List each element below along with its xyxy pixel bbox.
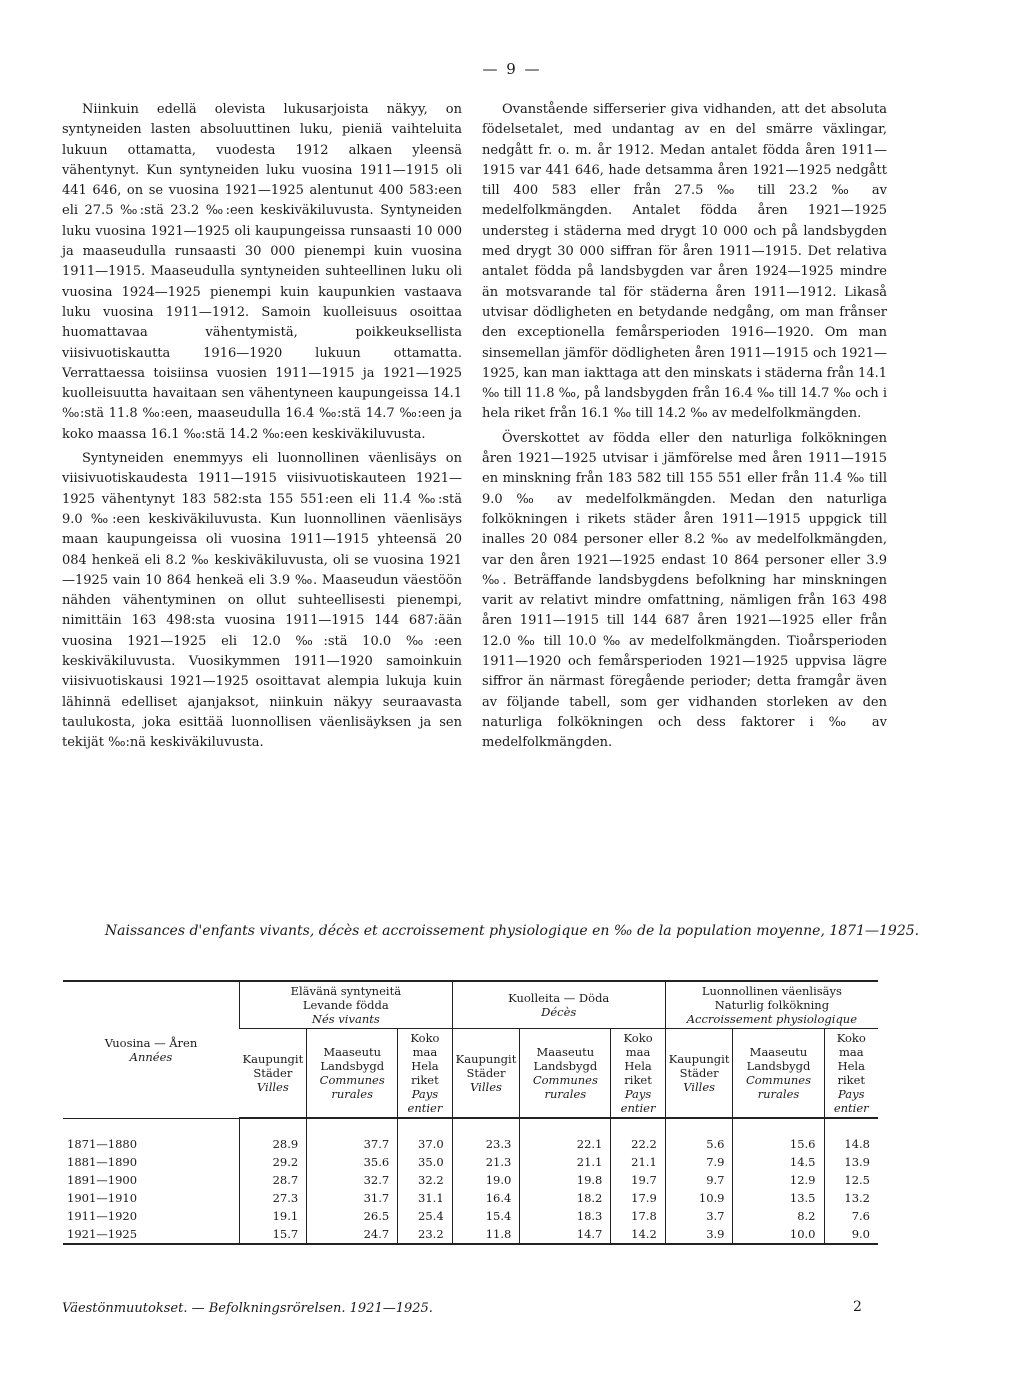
- finnish-paragraph-2: Syntyneiden enemmyys eli luonnollinen väenlisäys on viisivuotiskaudesta 1911—1915 viisivuotiskauteen 1921—1925 vähentynyt 183 582:sta 155 551:een eli 11.4 ‰:stä 9.0 ‰:een keskiväkiluvusta. Kun luonnollinen väenlisäys maan kaupungeissa oli vuosina 1911—1915 yhteensä 20 084 henkeä eli 8.2 ‰ keskiväkiluvusta, oli se vuosina 1921—1925 vain 10 864 henkeä eli 3.9 ‰. Maaseudun väestöön nähden vähentyminen on ollut suhteellisesti pienempi, nimittäin 163 498:sta vuosina 1911—1915 144 687:ään vuosina 1921—1925 eli 12.0 ‰:stä 10.0 ‰:een keskiväkiluvusta. Vuosikymmen 1911—1920 samoinkuin viisivuotiskausi 1921—1925 osoittavat alempia lukuja kuin lähinnä edelliset ajanjaksot, niinkuin näkyy seuraavasta taulukosta, joka esittää luonnollisen väenlisäyksen ja sen tekijät ‰:nä keskiväkiluvusta.: [62, 451, 462, 751]
- period-header-fi: Vuosina — Åren: [104, 1035, 198, 1050]
- deaths-towns-header: Kaupungit Städer Villes: [452, 1029, 520, 1119]
- value-cell: 13.9: [824, 1153, 878, 1171]
- births-rural-header: Maaseutu Landsbygd Communes rurales: [307, 1029, 398, 1119]
- swedish-paragraph-1: Ovanstående sifferserier giva vidhanden, att det absoluta födelsetalet, med undantag av en del smärre växlingar, nedgått fr. o. m. år 1912. Medan antalet födda åren 1911—1915 var 441 646, hade detsamma åren 1921—1925 nedgått till 400 583 eller från 27.5 ‰ till 23.2 ‰ av medelfolkmängden. Antalet födda åren 1921—1925 understeg i städerna med drygt 10 000 och på landsbygden med drygt 30 000 siffran för åren 1911—1915. Det relativa antalet födda på landsbygden var åren 1924—1925 mindre än motsvarande tal för städerna åren 1911—1912. Likaså utvisar dödligheten en betydande nedgång, om man frånser den exceptionella femårsperioden 1916—1920. Om man sinsemellan jämför dödligheten åren 1911—1915 och 1921—1925, kan man iakttaga att den minskats i städerna från 14.1 ‰ till 11.8 ‰, på landsbygden från 16.4 ‰ till 14.7 ‰ och i hela riket från 16.1 ‰ till 14.2 ‰ av medelfolkmängden.: [482, 102, 887, 422]
- value-cell: 19.1: [240, 1207, 307, 1225]
- value-cell: 31.7: [307, 1189, 398, 1207]
- value-cell: 3.9: [665, 1225, 733, 1244]
- table-row: [63, 1225, 878, 1244]
- deaths-header-fr: Décès: [541, 1005, 577, 1019]
- value-cell: 13.5: [733, 1189, 824, 1207]
- value-cell: 15.4: [452, 1207, 520, 1225]
- increase-header-fi: Luonnollinen väenlisäys: [701, 984, 842, 998]
- value-cell: 15.6: [733, 1118, 824, 1153]
- increase-country-header: Koko maa Hela riket Pays entier: [824, 1029, 878, 1119]
- swedish-paragraph-2: Överskottet av födda eller den naturliga folkökningen åren 1921—1925 utvisar i jämförelse med åren 1911—1915 en minskning från 183 582 till 155 551 eller från 11.4 ‰ till 9.0 ‰ av medelfolkmängden. Medan den naturliga folkökningen i rikets städer åren 1911—1915 uppgick till inalles 20 084 personer eller 8.2 ‰ av medelfolkmängden, var den åren 1921—1925 endast 10 864 personer eller 3.9 ‰. Beträffande landsbygdens befolkning har minskningen varit av relativt mindre omfattning, nämligen från 163 498 åren 1911—1915 till 144 687 åren 1921—1925 eller från 12.0 ‰ till 10.0 ‰ av medelfolkmängden. Tioårsperioden 1911—1920 och femårsperioden 1921—1925 uppvisa lägre siffror än närmast föregående perioder; detta framgår även av följande tabell, som ger vidhanden storleken av den naturliga folkökningen och dess faktorer i ‰ av medelfolkmängden.: [482, 430, 887, 751]
- value-cell: 37.7: [307, 1118, 398, 1153]
- period-cell: 1911—1920: [67, 1209, 138, 1223]
- value-cell: 37.0: [398, 1118, 452, 1153]
- table-row: [63, 1153, 878, 1171]
- period-cell: 1901—1910: [67, 1191, 138, 1205]
- value-cell: 32.7: [307, 1171, 398, 1189]
- value-cell: 17.8: [611, 1207, 665, 1225]
- value-cell: 28.7: [240, 1171, 307, 1189]
- increase-towns-header: Kaupungit Städer Villes: [665, 1029, 733, 1119]
- value-cell: 14.2: [611, 1225, 665, 1244]
- increase-header-fr: Accroissement physiologique: [686, 1012, 858, 1026]
- value-cell: 21.1: [611, 1153, 665, 1171]
- value-cell: 17.9: [611, 1189, 665, 1207]
- table-row: [63, 1118, 878, 1153]
- value-cell: 18.3: [520, 1207, 611, 1225]
- value-cell: 25.4: [398, 1207, 452, 1225]
- value-cell: 22.2: [611, 1118, 665, 1153]
- value-cell: 29.2: [240, 1153, 307, 1171]
- value-cell: 35.0: [398, 1153, 452, 1171]
- value-cell: 10.9: [665, 1189, 733, 1207]
- value-cell: 3.7: [665, 1207, 733, 1225]
- finnish-paragraph-1: Niinkuin edellä olevista lukusarjoista näkyy, on syntyneiden lasten absoluuttinen luku, pieniä vaihteluita lukuun ottamatta, vuodesta 1912 alkaen yleensä vähentynyt. Kun syntyneiden luku vuosina 1911—1915 oli 441 646, on se vuosina 1921—1925 alentunut 400 583:een eli 27.5 ‰:stä 23.2 ‰:een keskiväkiluvusta. Syntyneiden luku vuosina 1921—1925 oli kaupungeissa runsaasti 10 000 ja maaseudulla runsaasti 30 000 pienempi kuin vuosina 1911—1915. Maaseudulla syntyneiden suhteellinen luku oli vuosina 1924—1925 pienempi kuin kaupunkien vastaava luku vuosina 1911—1912. Samoin kuolleisuus osoittaa huomattavaa vähentymistä, poikkeuksellista viisivuotiskautta 1916—1920 lukuun ottamatta. Verrattaessa toisiinsa vuosien 1911—1915 ja 1921—1925 kuolleisuutta havaitaan sen vähentyneen kaupungeissa 14.1 ‰:stä 11.8 ‰:een, maaseudulla 16.4 ‰:stä 14.7 ‰:een ja koko maassa 16.1 ‰:stä 14.2 ‰:een keskiväkiluvusta.: [62, 102, 462, 442]
- value-cell: 10.0: [733, 1225, 824, 1244]
- footer-page-number: 2: [853, 1299, 862, 1315]
- deaths-header-fi: Kuolleita — Döda: [508, 991, 610, 1005]
- value-cell: 8.2: [733, 1207, 824, 1225]
- value-cell: 21.1: [520, 1153, 611, 1171]
- births-country-header: Koko maa Hela riket Pays entier: [398, 1029, 452, 1119]
- value-cell: 7.9: [665, 1153, 733, 1171]
- page-number: — 9 —: [482, 60, 542, 78]
- deaths-rural-header: Maaseutu Landsbygd Communes rurales: [520, 1029, 611, 1119]
- value-cell: 14.8: [824, 1118, 878, 1153]
- value-cell: 9.7: [665, 1171, 733, 1189]
- deaths-country-header: Koko maa Hela riket Pays entier: [611, 1029, 665, 1119]
- period-cell: 1881—1890: [67, 1155, 138, 1169]
- births-header-fi: Elävänä syntyneitä: [290, 984, 402, 998]
- value-cell: 18.2: [520, 1189, 611, 1207]
- value-cell: 26.5: [307, 1207, 398, 1225]
- births-header-sv: Levande födda: [302, 998, 389, 1012]
- table-row: [63, 1171, 878, 1189]
- finnish-column: [62, 100, 462, 758]
- value-cell: 14.7: [520, 1225, 611, 1244]
- running-footer: Väestönmuutokset. — Befolkningsrörelsen. 1921—1925.: [62, 1301, 433, 1316]
- table-row: [63, 1189, 878, 1207]
- value-cell: 19.7: [611, 1171, 665, 1189]
- value-cell: 5.6: [665, 1118, 733, 1153]
- swedish-column: [482, 100, 887, 758]
- value-cell: 11.8: [452, 1225, 520, 1244]
- value-cell: 7.6: [824, 1207, 878, 1225]
- period-cell: 1921—1925: [63, 1225, 240, 1244]
- births-header-fr: Nés vivants: [311, 1012, 380, 1026]
- value-cell: 23.2: [398, 1225, 452, 1244]
- value-cell: 19.8: [520, 1171, 611, 1189]
- value-cell: 12.5: [824, 1171, 878, 1189]
- table-row: [63, 1207, 878, 1225]
- value-cell: 27.3: [240, 1189, 307, 1207]
- value-cell: 16.4: [452, 1189, 520, 1207]
- increase-header-sv: Naturlig folkökning: [714, 998, 830, 1012]
- increase-rural-header: Maaseutu Landsbygd Communes rurales: [733, 1029, 824, 1119]
- value-cell: 9.0: [824, 1225, 878, 1244]
- value-cell: 32.2: [398, 1171, 452, 1189]
- period-header-fr: Années: [129, 1049, 173, 1064]
- period-column-header: [63, 981, 240, 1118]
- deaths-group-header: [452, 981, 665, 1029]
- value-cell: 35.6: [307, 1153, 398, 1171]
- births-group-header: [240, 981, 453, 1029]
- period-cell: 1891—1900: [67, 1173, 138, 1187]
- value-cell: 14.5: [733, 1153, 824, 1171]
- table-title: Naissances d'enfants vivants, décès et accroissement physiologique en ‰ de la population moyenne, 1871—1925.: [104, 923, 920, 939]
- value-cell: 28.9: [240, 1118, 307, 1153]
- value-cell: 19.0: [452, 1171, 520, 1189]
- vital-statistics-table: [63, 980, 878, 1245]
- value-cell: 12.9: [733, 1171, 824, 1189]
- value-cell: 15.7: [240, 1225, 307, 1244]
- value-cell: 22.1: [520, 1118, 611, 1153]
- value-cell: 21.3: [452, 1153, 520, 1171]
- value-cell: 13.2: [824, 1189, 878, 1207]
- increase-group-header: [665, 981, 878, 1029]
- value-cell: 24.7: [307, 1225, 398, 1244]
- value-cell: 23.3: [452, 1118, 520, 1153]
- value-cell: 31.1: [398, 1189, 452, 1207]
- period-cell: 1871—1880: [67, 1136, 138, 1151]
- births-towns-header: Kaupungit Städer Villes: [240, 1029, 307, 1119]
